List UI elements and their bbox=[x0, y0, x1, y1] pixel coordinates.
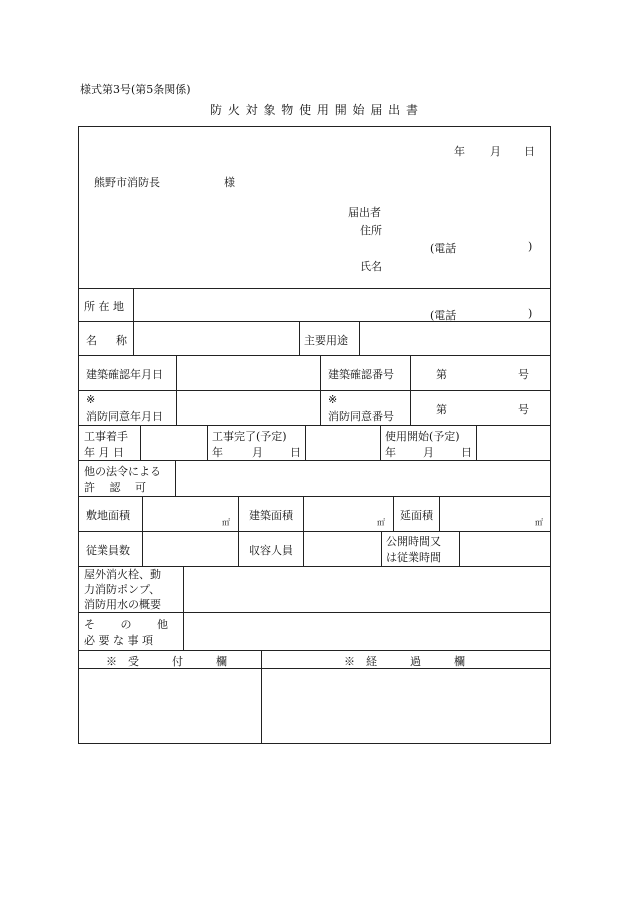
rule bbox=[393, 496, 394, 531]
employees-label: 従業員数 bbox=[86, 544, 130, 557]
rule bbox=[176, 355, 177, 425]
rule bbox=[78, 390, 551, 391]
rule bbox=[410, 355, 411, 425]
rule bbox=[359, 321, 360, 355]
rule bbox=[303, 496, 304, 566]
address-label: 住所 bbox=[360, 224, 382, 237]
rule bbox=[78, 612, 551, 613]
rule bbox=[238, 496, 239, 566]
rule bbox=[78, 321, 551, 322]
public-hours-line2: は従業時間 bbox=[386, 551, 441, 564]
use-start-day: 日 bbox=[461, 446, 472, 459]
dai-1: 第 bbox=[436, 368, 447, 381]
mark-1: ※ bbox=[86, 393, 96, 406]
gou-2: 号 bbox=[518, 403, 529, 416]
construction-done-month: 月 bbox=[252, 446, 263, 459]
progress-header: ※ 経 過 欄 bbox=[344, 655, 465, 668]
rule bbox=[78, 288, 551, 289]
rule bbox=[142, 496, 143, 566]
main-use-label: 主要用途 bbox=[304, 334, 348, 347]
rule bbox=[78, 425, 551, 426]
notifier-label: 届出者 bbox=[348, 206, 381, 219]
construction-start-label: 工事着手 bbox=[84, 430, 128, 443]
page-title: 防 火 対 象 物 使 用 開 始 届 出 書 bbox=[210, 103, 419, 117]
sqm-1: ㎡ bbox=[222, 518, 230, 527]
honorific: 様 bbox=[224, 176, 235, 189]
use-start-month: 月 bbox=[423, 446, 434, 459]
rule bbox=[261, 650, 262, 744]
sqm-3: ㎡ bbox=[535, 518, 543, 527]
capacity-label: 収容人員 bbox=[249, 544, 293, 557]
build-confirm-no-label: 建築確認番号 bbox=[328, 368, 394, 381]
rule bbox=[439, 496, 440, 531]
location-phone-label: (電話 bbox=[430, 309, 457, 322]
location-label: 所 在 地 bbox=[84, 300, 124, 313]
rule bbox=[476, 425, 477, 460]
fire-consent-no-label: 消防同意番号 bbox=[328, 410, 394, 423]
public-hours-line1: 公開時間又 bbox=[386, 535, 441, 548]
phone-close: ) bbox=[528, 240, 533, 253]
floor-area-label: 延面積 bbox=[400, 509, 433, 522]
dai-2: 第 bbox=[436, 403, 447, 416]
construction-done-year: 年 bbox=[212, 446, 223, 459]
construction-start-ymd: 年 月 日 bbox=[84, 446, 124, 459]
rule bbox=[78, 531, 551, 532]
construction-done-day: 日 bbox=[290, 446, 301, 459]
date-month: 月 bbox=[490, 145, 501, 158]
use-start-label: 使用開始(予定) bbox=[385, 430, 460, 443]
other-law-line2: 許 認 可 bbox=[84, 481, 146, 494]
use-start-year: 年 bbox=[385, 446, 396, 459]
phone-label: (電話 bbox=[430, 242, 457, 255]
rule bbox=[320, 355, 321, 425]
mark-2: ※ bbox=[328, 393, 338, 406]
name-a: 名 bbox=[86, 334, 97, 347]
build-confirm-date-label: 建築確認年月日 bbox=[86, 368, 163, 381]
rule bbox=[381, 531, 382, 566]
name-label: 氏名 bbox=[360, 260, 382, 273]
rule bbox=[459, 531, 460, 566]
location-phone-close: ) bbox=[528, 307, 533, 320]
hydrant-line2: 力消防ポンプ、 bbox=[84, 583, 161, 596]
hydrant-line3: 消防用水の概要 bbox=[84, 598, 161, 611]
form-number: 様式第3号(第5条関係) bbox=[80, 83, 191, 96]
other-line1: そ の 他 bbox=[84, 618, 168, 631]
sqm-2: ㎡ bbox=[377, 518, 385, 527]
rule bbox=[183, 566, 184, 650]
other-line2: 必 要 な 事 項 bbox=[84, 634, 153, 647]
date-year: 年 bbox=[454, 145, 465, 158]
rule bbox=[140, 425, 141, 460]
rule bbox=[380, 425, 381, 460]
building-area-label: 建築面積 bbox=[249, 509, 293, 522]
fire-consent-date-label: 消防同意年月日 bbox=[86, 410, 163, 423]
site-area-label: 敷地面積 bbox=[86, 509, 130, 522]
rule bbox=[299, 321, 300, 355]
construction-done-label: 工事完了(予定) bbox=[212, 430, 287, 443]
addressee: 熊野市消防長 bbox=[94, 176, 160, 189]
rule bbox=[305, 425, 306, 460]
reception-header: ※ 受 付 欄 bbox=[106, 655, 227, 668]
rule bbox=[78, 460, 551, 461]
name-b: 称 bbox=[116, 334, 127, 347]
form-frame bbox=[78, 126, 551, 744]
gou-1: 号 bbox=[518, 368, 529, 381]
rule bbox=[207, 425, 208, 460]
hydrant-line1: 屋外消火栓、動 bbox=[84, 568, 161, 581]
other-law-line1: 他の法令による bbox=[84, 465, 161, 478]
rule bbox=[78, 650, 551, 651]
rule bbox=[175, 460, 176, 496]
rule bbox=[133, 288, 134, 355]
rule bbox=[78, 496, 551, 497]
rule bbox=[78, 355, 551, 356]
date-day: 日 bbox=[524, 145, 535, 158]
